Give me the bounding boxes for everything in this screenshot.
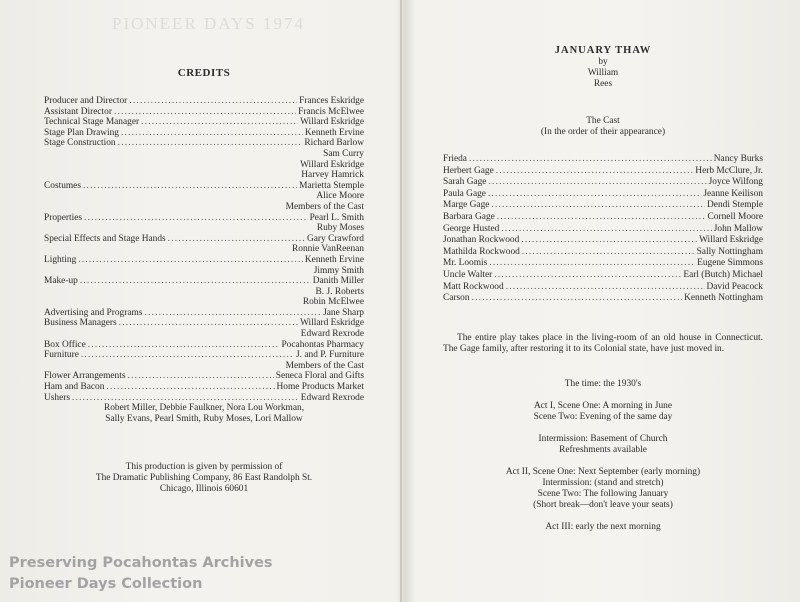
credit-row (44, 117, 364, 128)
cast-role: Marge Gage (443, 200, 490, 211)
schedule-line: The time: the 1930's (564, 379, 642, 389)
credits-list (44, 96, 364, 424)
cast-row (443, 177, 763, 189)
dot-leader (521, 235, 697, 247)
credit-row (44, 255, 364, 266)
schedule-line: Act I, Scene One: A morning in June (534, 401, 672, 411)
credit-name-continued: Robin McElwee (302, 297, 364, 308)
dot-leader (469, 154, 712, 166)
credit-name: Danith Miller (312, 276, 364, 287)
dot-leader (88, 340, 280, 351)
credit-row (44, 128, 364, 139)
cast-role: Barbara Gage (443, 211, 495, 222)
credit-name: Kenneth Ervine (304, 254, 364, 265)
cast-role: Matt Rockwood (443, 281, 504, 292)
permission-notice (44, 462, 364, 494)
cast-name: Jeanne Keilison (703, 188, 763, 199)
schedule-line: Act II, Scene One: Next September (early morning) (505, 467, 701, 477)
credit-role: Ushers (44, 392, 71, 403)
credit-name-continued: Sam Curry (323, 148, 364, 159)
credit-role: Properties (44, 212, 83, 223)
schedule-line: Refreshments available (559, 445, 647, 455)
cast-row (443, 247, 763, 259)
permission-line: This production is given by permission of (125, 462, 283, 472)
credit-name-continued: Harvey Hamrick (301, 170, 364, 181)
dot-leader (488, 189, 701, 201)
credit-role: Assistant Director (44, 106, 112, 117)
setting-paragraph: The entire play takes place in the living-room of an old house in Connecticut. The Gage family, after restoring it to its Colonial state, have just moved in. (443, 333, 763, 354)
dot-leader (114, 107, 296, 118)
schedule-line: (Short break—don't leave your seats) (533, 500, 673, 510)
dot-leader (491, 200, 705, 212)
cast-row (443, 200, 763, 212)
play-title: JANUARY THAW (554, 45, 652, 56)
cast-row (443, 224, 763, 236)
cast-name: Cornell Moore (707, 211, 763, 222)
cast-role: Herbert Gage (443, 165, 494, 176)
credit-row (44, 138, 364, 149)
author-last-name: Rees (593, 78, 613, 89)
credit-role: Costumes (44, 180, 81, 191)
dot-leader (118, 138, 303, 149)
permission-line: Chicago, Illinois 60601 (159, 483, 249, 494)
credit-name-continued: Alice Moore (316, 191, 364, 202)
credit-name: J. and P. Furniture (296, 350, 364, 361)
cast-name: Sally Nottingham (696, 246, 763, 257)
credit-name: Marietta Stemple (299, 180, 364, 191)
dot-leader (494, 270, 681, 282)
credit-row (44, 371, 364, 382)
cast-row (443, 293, 763, 305)
cast-heading (443, 116, 763, 138)
play-byline (443, 57, 763, 89)
cast-name: John Mallow (713, 223, 763, 234)
cast-row (443, 154, 763, 166)
credit-name: Francis McElwee (298, 106, 364, 117)
credit-role: Business Managers (44, 318, 117, 329)
credit-row (44, 350, 364, 361)
credit-role: Technical Stage Manager (44, 117, 140, 128)
credit-role: Special Effects and Stage Hands (44, 233, 166, 244)
credit-row (44, 382, 364, 393)
cast-name: Nancy Burks (713, 154, 763, 164)
credit-name: Willard Eskridge (300, 117, 364, 128)
cast-row (443, 235, 763, 247)
credit-row (44, 181, 364, 192)
credit-role: Make-up (44, 276, 78, 287)
credit-name-continued: B. J. Roberts (315, 286, 364, 297)
credit-row (44, 340, 364, 351)
credit-name: Pocahontas Pharmacy (281, 339, 364, 350)
bleed-through-header: PIONEER DAYS 1974 (112, 14, 306, 33)
credit-role: Producer and Director (44, 96, 128, 106)
cast-role: Carson (443, 293, 470, 304)
ushers-names-line: Robert Miller, Debbie Faulkner, Nora Lou Workman, (103, 403, 305, 414)
credit-row (44, 318, 364, 329)
credit-role: Furniture (44, 350, 79, 361)
cast-role: Paula Gage (443, 188, 486, 199)
cast-row (443, 212, 763, 224)
dot-leader (144, 308, 321, 319)
credit-row (44, 393, 364, 404)
credit-name: Frances Eskridge (299, 96, 364, 106)
watermark-line-2: Pioneer Days Collection (9, 576, 203, 592)
dot-leader (141, 117, 298, 128)
cast-name: Willard Eskridge (699, 235, 763, 246)
dot-leader (78, 255, 303, 266)
permission-line: The Dramatic Publishing Company, 86 East Randolph St. (95, 472, 313, 483)
by-label: by (598, 57, 608, 67)
cast-name: Joyce Wilfong (708, 177, 763, 188)
dot-leader (488, 177, 706, 189)
credit-row (44, 96, 364, 107)
credit-role: Stage Plan Drawing (44, 127, 119, 138)
cast-subtitle: (In the order of their appearance) (540, 127, 666, 137)
credit-name-continued: Edward Rexrode (300, 329, 364, 340)
schedule-line: Intermission: (stand and stretch) (542, 478, 664, 488)
schedule-line: Scene Two: Evening of the same day (533, 412, 673, 422)
cast-name: Eugene Simmons (697, 258, 763, 269)
dot-leader (83, 181, 297, 192)
credit-name-continued: Members of the Cast (285, 201, 364, 212)
cast-row (443, 258, 763, 270)
dot-leader (121, 128, 303, 139)
credit-name-continued: Ruby Moses (316, 223, 364, 234)
credit-name: Richard Barlow (304, 138, 364, 149)
credit-name-continued: Members of the Cast (285, 360, 364, 371)
cast-role: George Husted (443, 223, 500, 234)
ushers-names-line: Sally Evans, Pearl Smith, Ruby Moses, Lori Mallow (105, 413, 303, 424)
dot-leader (522, 247, 695, 259)
dot-leader (506, 282, 705, 294)
cast-name: Kenneth Nottingham (684, 293, 763, 304)
credit-name: Pearl L. Smith (309, 212, 364, 223)
credit-role: Stage Construction (44, 138, 116, 149)
cast-role: Mr. Loomis (443, 258, 488, 269)
credit-name: Edward Rexrode (300, 392, 364, 403)
dot-leader (72, 393, 299, 404)
dot-leader (496, 166, 694, 178)
credit-row (44, 308, 364, 319)
credit-name-continued: Jimmy Smith (313, 265, 364, 276)
cast-title: The Cast (586, 116, 620, 126)
dot-leader (472, 293, 683, 305)
dot-leader (497, 212, 706, 224)
schedule-spacer (443, 511, 763, 522)
cast-role: Mathilda Rockwood (443, 246, 520, 257)
cast-row (443, 189, 763, 201)
cast-list (443, 154, 763, 305)
cast-name: Earl (Butch) Michael (683, 269, 763, 280)
credit-row (44, 107, 364, 118)
credit-name-continued: Ronnie VanReenan (292, 244, 364, 255)
credit-role: Lighting (44, 254, 77, 265)
dot-leader (106, 382, 274, 393)
credit-name: Jane Sharp (323, 307, 364, 318)
dot-leader (84, 213, 308, 224)
cast-row (443, 282, 763, 294)
center-fold (400, 0, 402, 602)
schedule-line: Intermission: Basement of Church (538, 434, 668, 444)
cast-role: Uncle Walter (443, 269, 493, 280)
cast-role: Frieda (443, 154, 467, 164)
author-first-name: William (587, 67, 619, 78)
dot-leader (501, 224, 711, 236)
schedule-spacer (443, 423, 763, 434)
credit-name: Gary Crawford (306, 233, 364, 244)
schedule-spacer (443, 456, 763, 467)
schedule (443, 379, 763, 533)
credit-name: Willard Eskridge (300, 318, 364, 329)
cast-name: Dendi Stemple (707, 200, 763, 211)
credit-row (44, 234, 364, 245)
credit-row (44, 213, 364, 224)
cast-role: Jonathan Rockwood (443, 235, 520, 246)
credit-name: Kenneth Ervine (304, 127, 364, 138)
credit-role: Box Office (44, 339, 86, 350)
cast-name: David Peacock (706, 281, 763, 292)
cast-row (443, 270, 763, 282)
dot-leader (168, 234, 305, 245)
archive-watermark (9, 553, 273, 595)
dot-leader (119, 318, 298, 329)
credit-role: Ham and Bacon (44, 382, 105, 393)
cast-role: Sarah Gage (443, 177, 487, 188)
cast-name: Herb McClure, Jr. (695, 165, 763, 176)
credit-name-continued: Willard Eskridge (300, 159, 364, 170)
dot-leader (80, 276, 311, 287)
dot-leader (128, 371, 274, 382)
credit-name: Seneca Floral and Gifts (275, 371, 364, 382)
schedule-line: Act III: early the next morning (545, 522, 661, 532)
credit-role: Flower Arrangements (44, 371, 126, 382)
credit-row (44, 276, 364, 287)
watermark-line-1: Preserving Pocahontas Archives (9, 555, 273, 571)
credit-name: Home Products Market (276, 382, 364, 393)
schedule-spacer (443, 390, 763, 401)
dot-leader (81, 350, 294, 361)
credits-title: CREDITS (177, 67, 231, 79)
dot-leader (129, 96, 297, 107)
dot-leader (489, 258, 695, 270)
cast-row (443, 166, 763, 178)
schedule-line: Scene Two: The following January (537, 489, 669, 499)
credit-role: Advertising and Programs (44, 307, 143, 318)
